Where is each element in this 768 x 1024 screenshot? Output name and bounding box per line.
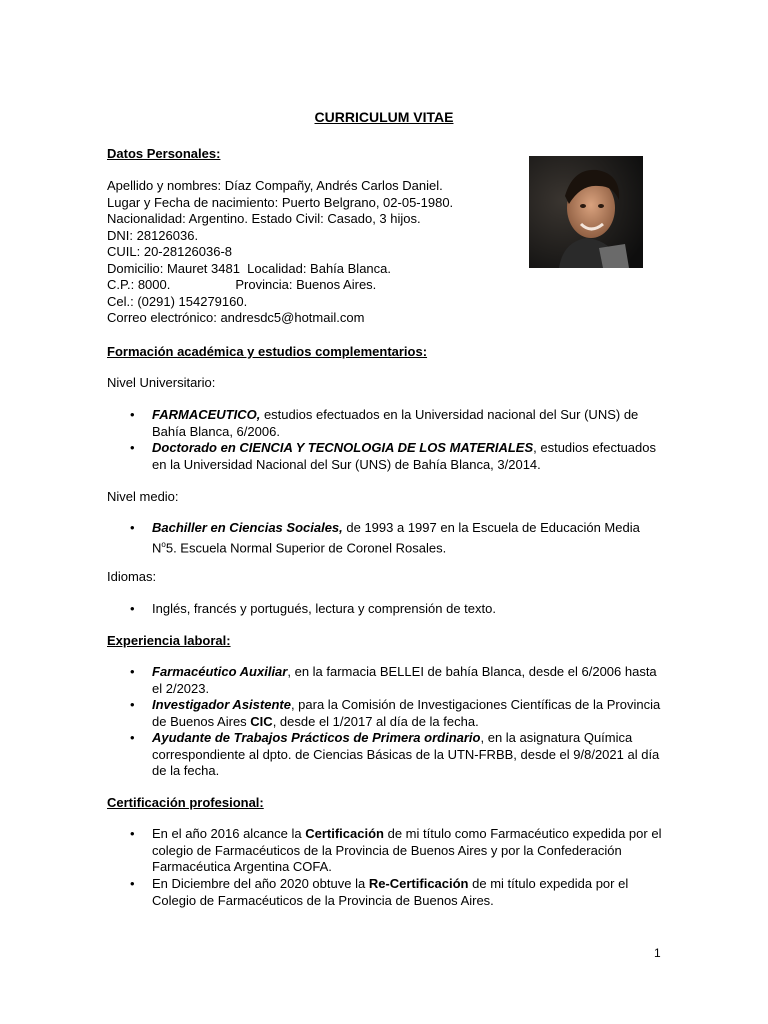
- list-item: • En el año 2016 alcance la Certificación de mi título como Farmacéutico expedida por el colegio de Farmacéuticos de la Provincia de Buenos Aires y por la Confederación Farmacéutica Argentina COFA.: [130, 826, 662, 874]
- list-item: • Bachiller en Ciencias Sociales, de 1993 a 1997 en la Escuela de Educación Media $N^o5$. Escuela Normal Superior de Coronel Rosales.: [130, 520, 640, 555]
- university-level-label: Nivel Universitario:: [107, 375, 216, 390]
- bullet-icon: •: [130, 664, 135, 679]
- list-item: • Farmacéutico Auxiliar, en la farmacia BELLEI de bahía Blanca, desde el 6/2006 hasta el 2/2023.: [130, 664, 657, 696]
- bullet-icon: •: [130, 826, 135, 841]
- certification-heading: Certificación profesional:: [107, 795, 264, 810]
- bullet-icon: •: [130, 601, 135, 616]
- personal-line: DNI: 28126036.: [107, 228, 199, 243]
- page-title: CURRICULUM VITAE: [314, 109, 454, 125]
- list-item: • Inglés, francés y portugués, lectura y comprensión de texto.: [130, 601, 496, 616]
- bullet-icon: •: [130, 876, 135, 891]
- personal-line: Lugar y Fecha de nacimiento: Puerto Belgrano, 02-05-1980.: [107, 195, 454, 210]
- personal-line: Cel.: (0291) 154279160.: [107, 294, 248, 309]
- personal-line: Domicilio: Mauret 3481 Localidad: Bahía Blanca.: [107, 261, 391, 276]
- education-heading: Formación académica y estudios complementarios:: [107, 344, 428, 359]
- languages-label: Idiomas:: [107, 569, 157, 584]
- bullet-icon: •: [130, 520, 135, 535]
- personal-line: CUIL: 20-28126036-8: [107, 244, 233, 259]
- personal-line: Apellido y nombres: Díaz Compañy, Andrés Carlos Daniel.: [107, 178, 443, 193]
- personal-line: Correo electrónico: andresdc5@hotmail.com: [107, 310, 365, 325]
- experience-heading: Experiencia laboral:: [107, 633, 231, 648]
- page-number: 1: [654, 946, 661, 960]
- bullet-icon: •: [130, 697, 135, 712]
- list-item: • En Diciembre del año 2020 obtuve la Re-Certificación de mi título expedida por el Colegio de Farmacéuticos de la Provincia de Buenos Aires.: [130, 876, 629, 908]
- list-item: • FARMACEUTICO, estudios efectuados en la Universidad nacional del Sur (UNS) de Bahía Blanca, 6/2006.: [130, 407, 639, 439]
- bullet-icon: •: [130, 407, 135, 422]
- list-item: • Investigador Asistente, para la Comisión de Investigaciones Científicas de la Provincia de Buenos Aires CIC, desde el 1/2017 al día de la fecha.: [130, 697, 661, 729]
- list-item: • Doctorado en CIENCIA Y TECNOLOGIA DE LOS MATERIALES, estudios efectuados en la Universidad Nacional del Sur (UNS) de Bahía Blanca, 3/2014.: [130, 440, 656, 472]
- profile-photo: [529, 156, 643, 268]
- secondary-level-label: Nivel medio:: [107, 489, 179, 504]
- list-item: • Ayudante de Trabajos Prácticos de Primera ordinario, en la asignatura Química correspondiente al dpto. de Ciencias Básicas de la UTN-FRBB, desde el 9/8/2021 al día de la fecha.: [130, 730, 660, 778]
- bullet-icon: •: [130, 440, 135, 455]
- bullet-icon: •: [130, 730, 135, 745]
- personal-line: C.P.: 8000. Provincia: Buenos Aires.: [107, 277, 377, 292]
- personal-line: Nacionalidad: Argentino. Estado Civil: Casado, 3 hijos.: [107, 211, 421, 226]
- personal-data-heading: Datos Personales:: [107, 146, 221, 161]
